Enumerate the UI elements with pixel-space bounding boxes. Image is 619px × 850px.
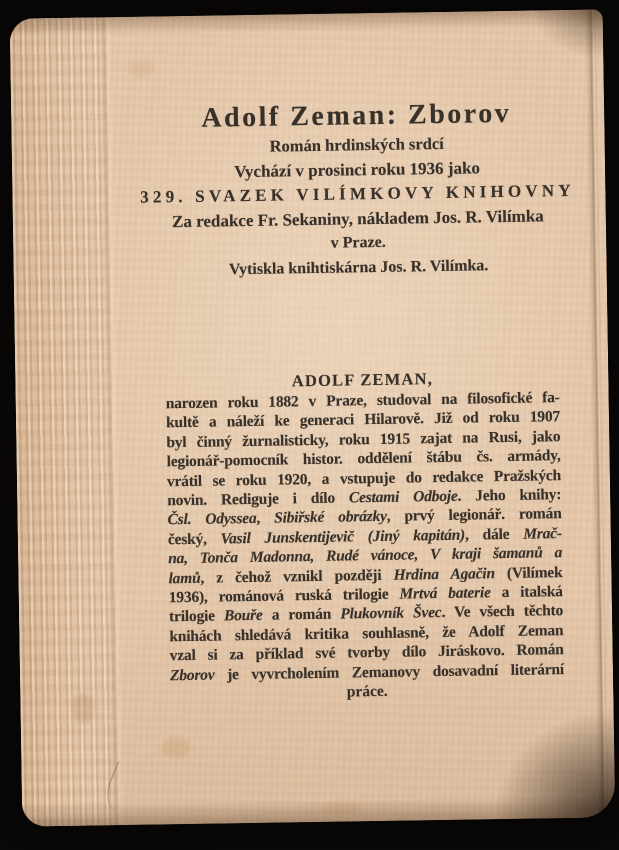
- biography-closing-line: práce.: [346, 682, 388, 701]
- biography-line: trilogie Bouře a román Plukovník Švec. Ve všech těchto: [168, 602, 564, 626]
- printer-line: Vytiskla knihtiskárna Jos. R. Vilímka.: [228, 256, 489, 278]
- biography-line: 1936), románová ruská trilogie Mrtvá baterie a italská: [168, 583, 563, 607]
- biography-line: na, Tonča Madonna, Rudé vánoce, V kraji šamanů a: [168, 544, 563, 568]
- biography-line: narozen roku 1882 v Praze, studoval na filosofické fa-: [165, 389, 560, 413]
- biography-line: vrátil se roku 1920, a vstupuje do redakce Pražských: [166, 466, 562, 490]
- biography-line: lamů, z čehož vznikl později Hrdina Agačin (Vilímek: [168, 563, 563, 587]
- paper-stain: [72, 693, 94, 723]
- biography-block: [165, 366, 564, 705]
- release-line: Vychází v prosinci roku 1936 jako: [234, 157, 481, 181]
- biography-line: Čsl. Odyssea, Sibiřské obrázky, prvý legionář. román: [167, 505, 562, 529]
- top-edge-shadow: [10, 9, 603, 36]
- publisher-line-1: Za redakce Fr. Sekaniny, nákladem Jos. R. Vilímka: [171, 205, 544, 231]
- biography-paragraph: [166, 388, 565, 685]
- biography-line: byl činný žurnalisticky, roku 1915 zajat na Rusi, jako: [166, 427, 561, 452]
- bottom-right-corner-shadow: [484, 702, 616, 819]
- book-subtitle: Román hrdinských srdcí: [269, 133, 444, 156]
- imprint-block: [121, 96, 594, 284]
- book-title: Adolf Zeman: Zborov: [201, 97, 512, 134]
- page-edges-texture: [10, 17, 119, 826]
- biography-heading: ADOLF ZEMAN,: [291, 369, 434, 391]
- biography-line: vzal si za příklad své tvorby dílo Jiráskovo. Román: [169, 641, 564, 665]
- publisher-line-2: v Praze.: [330, 233, 386, 252]
- biography-line: český, Vasil Junskentijevič (Jiný kapitán), dále Mrač-: [167, 524, 562, 549]
- paper-stain: [161, 738, 191, 758]
- biography-line: kultě a náleží ke generaci Hilarově. Již od roku 1907: [165, 408, 561, 432]
- series-line: 329. SVAZEK VILÍMKOVY KNIHOVNY: [140, 180, 575, 207]
- biography-line: Zborov je vyvrcholením Zemanovy dosavadní literární: [169, 660, 565, 684]
- biography-line: legionář-pomocník histor. oddělení štábu čs. armády,: [166, 447, 561, 471]
- paper-stain: [128, 60, 154, 76]
- top-right-corner-shadow: [523, 9, 604, 65]
- biography-line: knihách shledává kritika souhlasně, že Adolf Zeman: [169, 621, 564, 646]
- book-page: [10, 9, 616, 826]
- biography-line: novin. Rediguje i dílo Cestami Odboje. Jeho knihy:: [167, 486, 562, 510]
